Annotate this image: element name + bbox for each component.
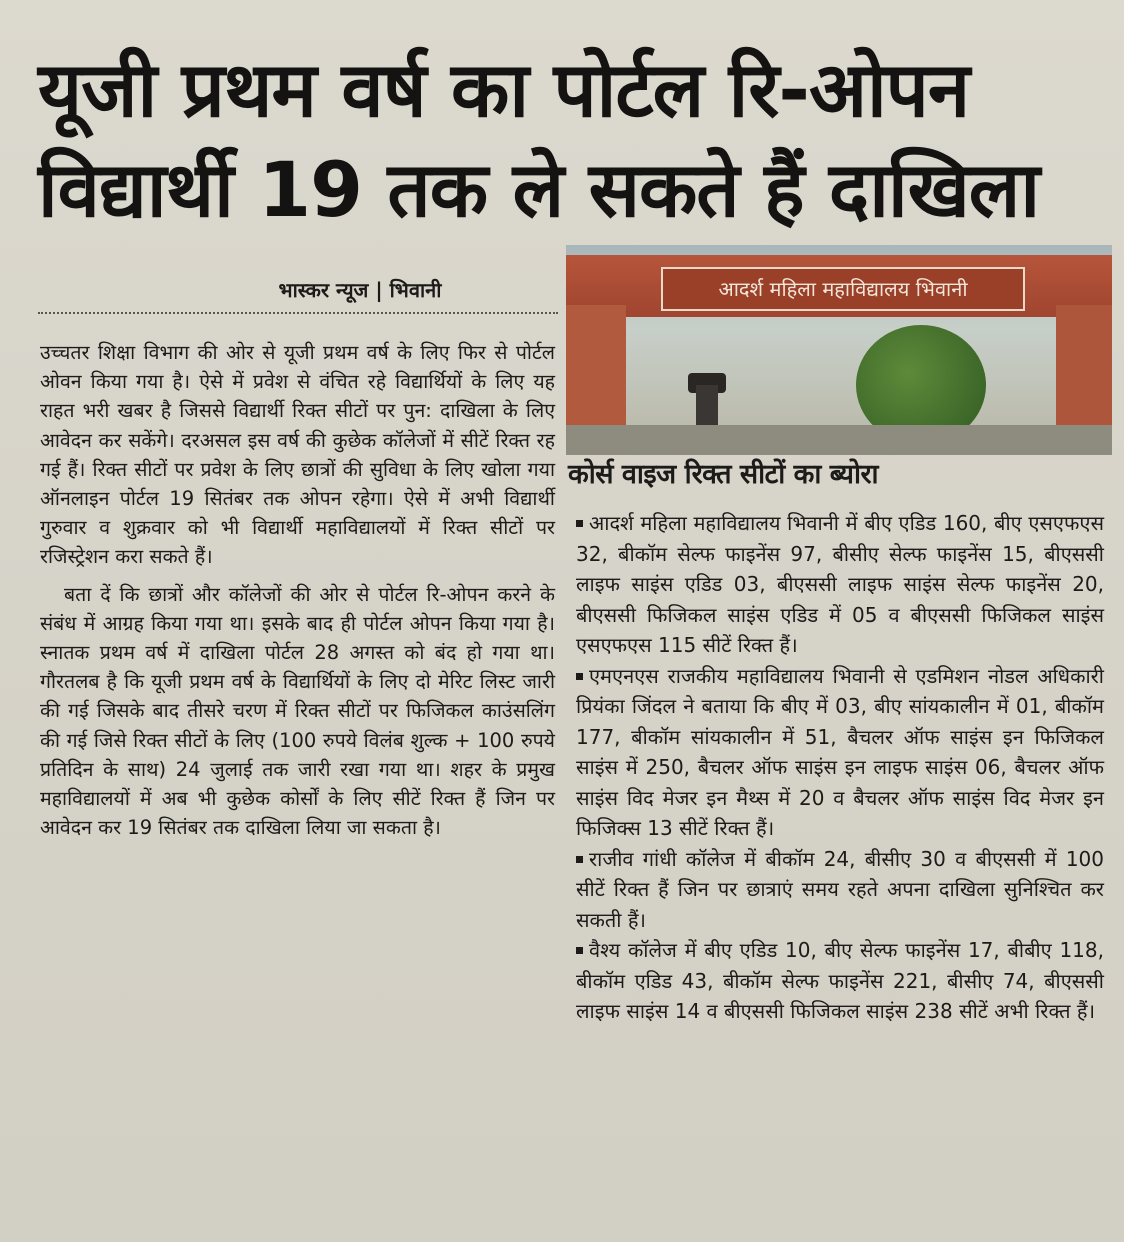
list-item-text: एमएनएस राजकीय महाविद्यालय भिवानी से एडमिशन नोडल अधिकारी प्रियंका जिंदल ने बताया कि बीए में 03, बीए सांयकालीन में 01, बीकॉम 177, बीकॉम सांयकालीन में 51, बैचलर ऑफ साइंस इन फिजिकल साइंस में 250, बैचलर ऑफ साइंस इन लाइफ साइंस 06, बैचलर ऑफ साइंस विद मेजर इन मैथ्स में 20 व बैचलर ऑफ साइंस विद मेजर इन फिजिक्स 13 सीटें रिक्त हैं। [576,663,1104,840]
sidebar-title: कोर्स वाइज रिक्त सीटों का ब्योरा [568,459,878,490]
list-item-text: वैश्य कॉलेज में बीए एडिड 10, बीए सेल्फ फाइनेंस 17, बीबीए 118, बीकॉम एडिड 43, बीकॉम सेल्फ फाइनेंस 221, बीसीए 74, बीएससी लाइफ साइंस 14 व बीएससी फिजिकल साइंस 238 सीटें अभी रिक्त हैं। [576,938,1104,1023]
headline [38,40,1098,240]
headline-line-1: यूजी प्रथम वर्ष का पोर्टल रि-ओपन [38,45,970,134]
bullet-icon [576,673,583,680]
college-gate-photo [566,245,1112,455]
bullet-icon [576,947,583,954]
bullet-icon [576,520,583,527]
headline-line-2: विद्यार्थी 19 तक ले सकते हैं दाखिला [38,145,1040,234]
ground [566,425,1112,455]
gate-sign-text: आदर्श महिला महाविद्यालय भिवानी [661,267,1025,311]
article-body [40,338,555,850]
paragraph-2: बता दें कि छात्रों और कॉलेजों की ओर से पोर्टल रि-ओपन करने के संबंध में आग्रह किया गया था। इसके बाद ही पोर्टल ओपन किया गया है। स्नातक प्रथम वर्ष में दाखिला पोर्टल 28 अगस्त को बंद हो गया था। गौरतलब है कि यूजी प्रथम वर्ष के विद्यार्थियों के लिए दो मेरिट लिस्ट जारी की गई जिसके बाद तीसरे चरण में रिक्त सीटों पर फिजिकल काउंसलिंग की गई जिसे रिक्त सीटों के लिए (100 रुपये विलंब शुल्क + 100 रुपये प्रतिदिन के साथ) 24 जुलाई तक जारी रखा गया था। शहर के प्रमुख महाविद्यालयों में अब भी कुछेक कोर्सों के लिए सीटें रिक्त हैं जिन पर आवेदन कर 19 सितंबर तक दाखिला लिया जा सकता है। [40,582,555,840]
byline: भास्कर न्यूज | भिवानी [278,278,442,302]
list-item-text: आदर्श महिला महाविद्यालय भिवानी में बीए एडिड 160, बीए एसएफएस 32, बीकॉम सेल्फ फाइनेंस 97, बीसीए सेल्फ फाइनेंस 15, बीएससी लाइफ साइंस एडिड 03, बीएससी लाइफ साइंस सेल्फ फाइनेंस 20, बीएससी फिजिकल साइंस एडिड में 05 व बीएससी फिजिकल साइंस एसएफएस 115 सीटें रिक्त हैं। [576,511,1104,657]
list-item [576,661,1104,844]
vacant-seats-list [576,508,1104,1027]
list-item [576,935,1104,1027]
paragraph-1: उच्चतर शिक्षा विभाग की ओर से यूजी प्रथम वर्ष के लिए फिर से पोर्टल ओवन किया गया है। ऐसे में प्रवेश से वंचित रहे विद्यार्थियों के लिए यह राहत भरी खबर है जिससे विद्यार्थी रिक्त सीटों पर पुन: दाखिला के लिए आवेदन कर सकेंगे। दरअसल इस वर्ष की कुछेक कॉलेजों में सीटें रिक्त रह गई हैं। रिक्त सीटों पर प्रवेश के लिए छात्रों की सुविधा के लिए खोला गया ऑनलाइन पोर्टल 19 सितंबर तक ओपन रहेगा। ऐसे में अभी विद्यार्थी गुरुवार व शुक्रवार को भी विद्यार्थी महाविद्यालयों में रिक्त सीटों पर रजिस्ट्रेशन करा सकते हैं। [40,341,555,569]
list-item [576,844,1104,936]
gate-arch [566,255,1112,317]
list-item [576,508,1104,661]
list-item-text: राजीव गांधी कॉलेज में बीकॉम 24, बीसीए 30 व बीएससी में 100 सीटें रिक्त हैं जिन पर छात्राएं समय रहते अपना दाखिला सुनिश्चित कर सकती हैं। [576,846,1104,932]
bullet-icon [576,856,583,863]
byline-divider [38,312,558,314]
